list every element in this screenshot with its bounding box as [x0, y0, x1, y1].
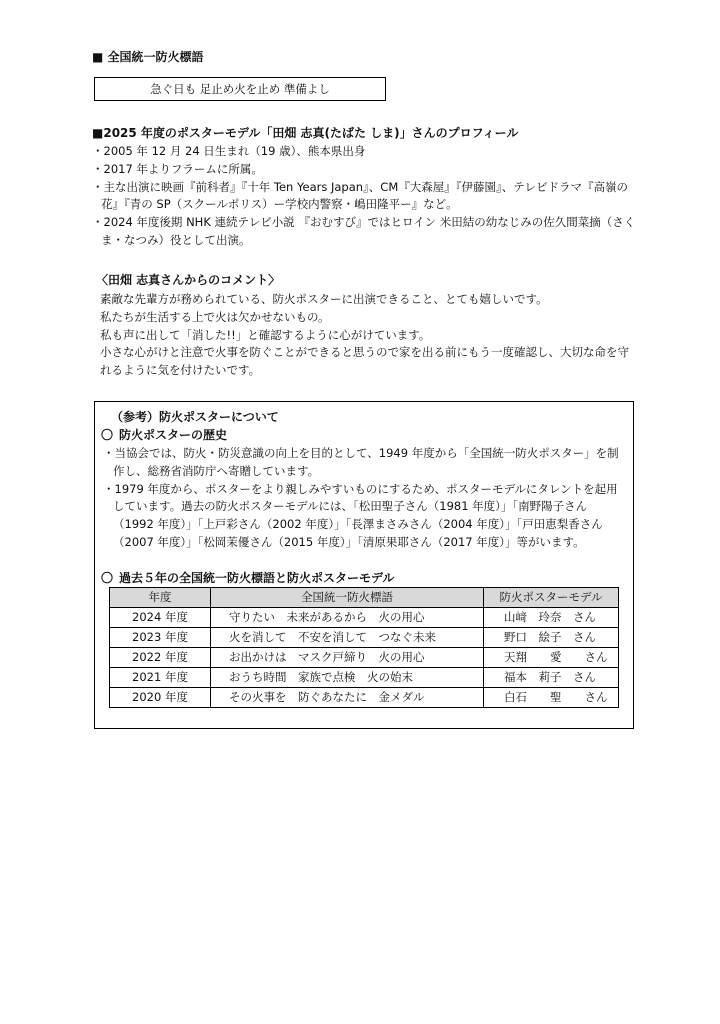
- table-header-row: [110, 588, 619, 608]
- cell-slogan: 守りたい 未来があるから 火の用心: [211, 608, 484, 628]
- cell-year: 2024 年度: [110, 608, 211, 628]
- cell-year: 2020 年度: [110, 688, 211, 708]
- cell-year: 2022 年度: [110, 648, 211, 668]
- reference-box: [94, 401, 634, 729]
- cell-slogan: おうち時間 家族で点検 火の始末: [211, 668, 484, 688]
- header-model: 防火ポスターモデル: [484, 588, 619, 608]
- reference-title: （参考）防火ポスターについて: [111, 410, 279, 424]
- past-slogans-table: [109, 587, 619, 708]
- comment-body: [100, 291, 630, 380]
- profile-item: ・2024 年度後期 NHK 連続テレビ小説 『おむすび』ではヒロイン 米田結の幼なじみの佐久間菜摘（さくま・なつみ）役として出演。: [92, 215, 636, 248]
- cell-model: 白石 聖 さん: [484, 688, 619, 708]
- cell-slogan: その火事を 防ぐあなたに 金メダル: [211, 688, 484, 708]
- cell-model: 福本 莉子 さん: [484, 668, 619, 688]
- profile-item: ・主な出演に映画『前科者』『十年 Ten Years Japan』、CM『大森屋』『伊藤園』、テレビドラマ『高嶺の花』『青の SP（スクールポリス）ー学校内警察・嶋田隆平ー』など。: [92, 179, 629, 212]
- header-year: 年度: [110, 588, 211, 608]
- cell-year: 2021 年度: [110, 668, 211, 688]
- slogan-text: 急ぐ日も 足止め火を止め 準備よし: [150, 82, 330, 96]
- table-row: [110, 628, 619, 648]
- table-row: [110, 608, 619, 628]
- circle-icon: 〇: [101, 428, 114, 442]
- circle-icon: 〇: [101, 571, 114, 585]
- cell-model: 山﨑 玲奈 さん: [484, 608, 619, 628]
- comment-line: 私たちが生活する上で火は欠かせないもの。: [100, 309, 330, 324]
- past-five-years-title: [101, 569, 394, 588]
- profile-item: ・2017 年よりフラームに所属。: [92, 161, 263, 176]
- profile-list: [92, 143, 637, 250]
- comment-title: 〈田畑 志真さんからのコメント〉: [96, 273, 281, 287]
- history-item: ・1979 年度から、ポスターをより親しみやすいものにするため、ポスターモデルにタレントを起用しています。過去の防火ポスターモデルには、「松田聖子さん（1981 年度）」「南野陽子さん（1992 年度）」「上戸彩さん（2002 年度）」「長澤まさみさん（2004 年度）」「戸田恵梨香さん（2007 年度）」「松岡茉優さん（2015 年度）」「清原果耶さん（2017 年度）」等がいます。: [103, 481, 618, 550]
- profile-title: ■2025 年度のポスターモデル「田畑 志真(たばた しま)」さんのプロフィール: [92, 126, 519, 140]
- history-title: [101, 426, 227, 445]
- header-slogan: 全国統一防火標語: [211, 588, 484, 608]
- comment-line: 小さな心がけと注意で火事を防ぐことができると思うので家を出る前にもう一度確認し、大切な命を守れるように気を付けたいです。: [100, 345, 629, 378]
- comment-line: 私も声に出して「消した!!」と確認するように心がけています。: [100, 327, 431, 342]
- table-row: [110, 668, 619, 688]
- cell-model: 野口 絵子 さん: [484, 628, 619, 648]
- slogan-box: [94, 77, 386, 101]
- history-title-text: 防火ポスターの歴史: [119, 428, 228, 442]
- cell-year: 2023 年度: [110, 628, 211, 648]
- table-row: [110, 648, 619, 668]
- table-row: [110, 688, 619, 708]
- comment-line: 素敵な先輩方が務められている、防火ポスターに出演できること、とても嬉しいです。: [100, 292, 548, 306]
- history-item: ・当協会では、防火・防災意識の向上を目的として、1949 年度から「全国統一防火ポスター」を制作し、総務省消防庁へ寄贈しています。: [103, 446, 619, 478]
- past-title-text: 過去５年の全国統一防火標語と防火ポスターモデル: [119, 571, 395, 585]
- cell-slogan: 火を消して 不安を消して つなぐ未来: [211, 628, 484, 648]
- cell-model: 天翔 愛 さん: [484, 648, 619, 668]
- section-title: ■ 全国統一防火標語: [92, 50, 204, 64]
- profile-item: ・2005 年 12 月 24 日生まれ（19 歳）、熊本県出身: [92, 144, 366, 158]
- cell-slogan: お出かけは マスク戸締り 火の用心: [211, 648, 484, 668]
- history-list: [103, 445, 623, 552]
